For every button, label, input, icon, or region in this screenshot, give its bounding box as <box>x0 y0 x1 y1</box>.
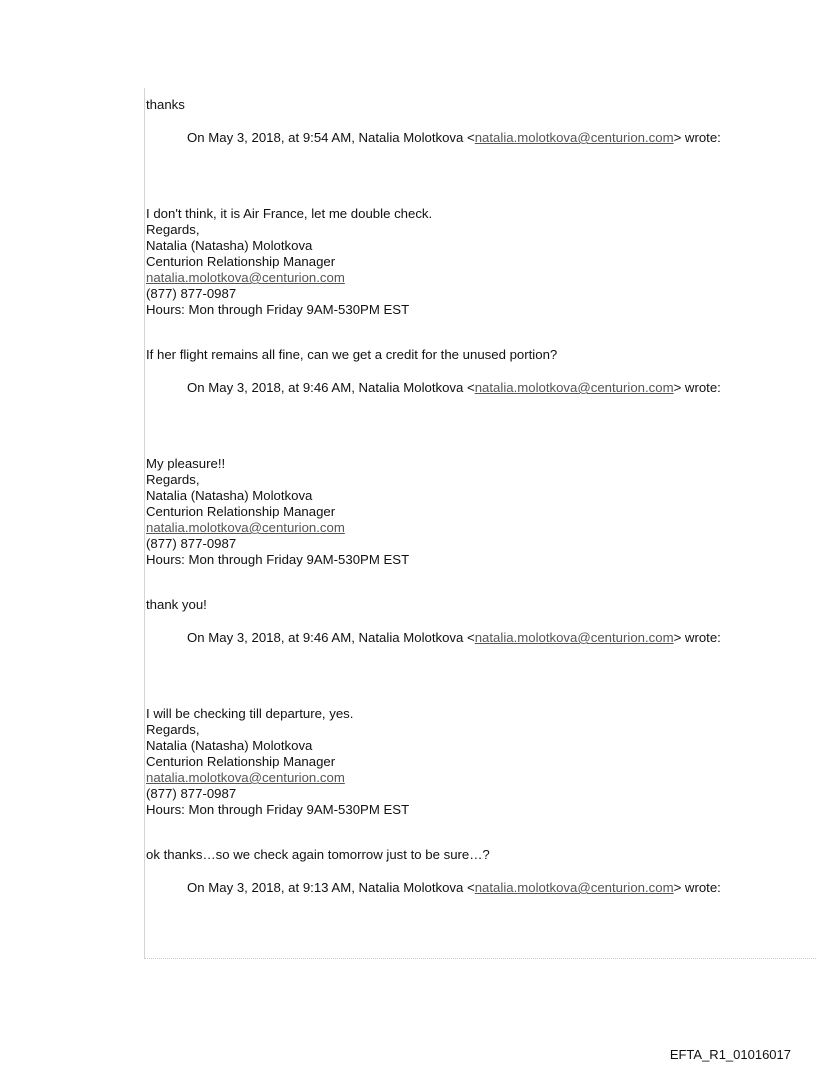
quote-header-prefix: On May 3, 2018, at 9:13 AM, Natalia Molotkova < <box>187 880 475 895</box>
quote-header <box>187 380 721 396</box>
quote-header-prefix: On May 3, 2018, at 9:46 AM, Natalia Molotkova < <box>187 630 475 645</box>
signature-role: Centurion Relationship Manager <box>146 754 336 769</box>
signature-email-link[interactable]: natalia.molotkova@centurion.com <box>146 520 345 535</box>
email-link[interactable]: natalia.molotkova@centurion.com <box>474 630 674 645</box>
signature-hours: Hours: Mon through Friday 9AM-530PM EST <box>146 302 410 317</box>
signature-hours: Hours: Mon through Friday 9AM-530PM EST <box>146 552 410 567</box>
message-body: ok thanks…so we check again tomorrow just to be sure…? <box>146 847 490 862</box>
signature-name: Natalia (Natasha) Molotkova <box>146 488 313 503</box>
message-body: thanks <box>146 97 185 112</box>
message-body: I don't think, it is Air France, let me double check. <box>146 206 433 221</box>
email-link[interactable]: natalia.molotkova@centurion.com <box>474 880 674 895</box>
signature-role: Centurion Relationship Manager <box>146 254 336 269</box>
signature-hours: Hours: Mon through Friday 9AM-530PM EST <box>146 802 410 817</box>
signature-email-link[interactable]: natalia.molotkova@centurion.com <box>146 770 345 785</box>
signature-email-link[interactable]: natalia.molotkova@centurion.com <box>146 270 345 285</box>
quote-header-suffix: > wrote: <box>673 380 721 395</box>
message-body: I will be checking till departure, yes. <box>146 706 354 721</box>
signature-regards: Regards, <box>146 722 200 737</box>
quote-header-prefix: On May 3, 2018, at 9:46 AM, Natalia Molotkova < <box>187 380 475 395</box>
quote-header-prefix: On May 3, 2018, at 9:54 AM, Natalia Molotkova < <box>187 130 475 145</box>
message-body: thank you! <box>146 597 207 612</box>
signature-phone: (877) 877-0987 <box>146 286 237 301</box>
quote-header-suffix: > wrote: <box>673 130 721 145</box>
quote-header-suffix: > wrote: <box>673 630 721 645</box>
email-link[interactable]: natalia.molotkova@centurion.com <box>474 380 674 395</box>
message-body: If her flight remains all fine, can we get a credit for the unused portion? <box>146 347 558 362</box>
signature-role: Centurion Relationship Manager <box>146 504 336 519</box>
message-body: My pleasure!! <box>146 456 226 471</box>
signature-regards: Regards, <box>146 472 200 487</box>
quote-header <box>187 130 721 146</box>
quote-header-suffix: > wrote: <box>673 880 721 895</box>
document-id: EFTA_R1_01016017 <box>669 1047 791 1062</box>
signature-phone: (877) 877-0987 <box>146 786 237 801</box>
signature-name: Natalia (Natasha) Molotkova <box>146 238 313 253</box>
signature-regards: Regards, <box>146 222 200 237</box>
quote-header <box>187 630 721 646</box>
signature-phone: (877) 877-0987 <box>146 536 237 551</box>
email-link[interactable]: natalia.molotkova@centurion.com <box>474 130 674 145</box>
quote-header <box>187 880 721 896</box>
signature-name: Natalia (Natasha) Molotkova <box>146 738 313 753</box>
